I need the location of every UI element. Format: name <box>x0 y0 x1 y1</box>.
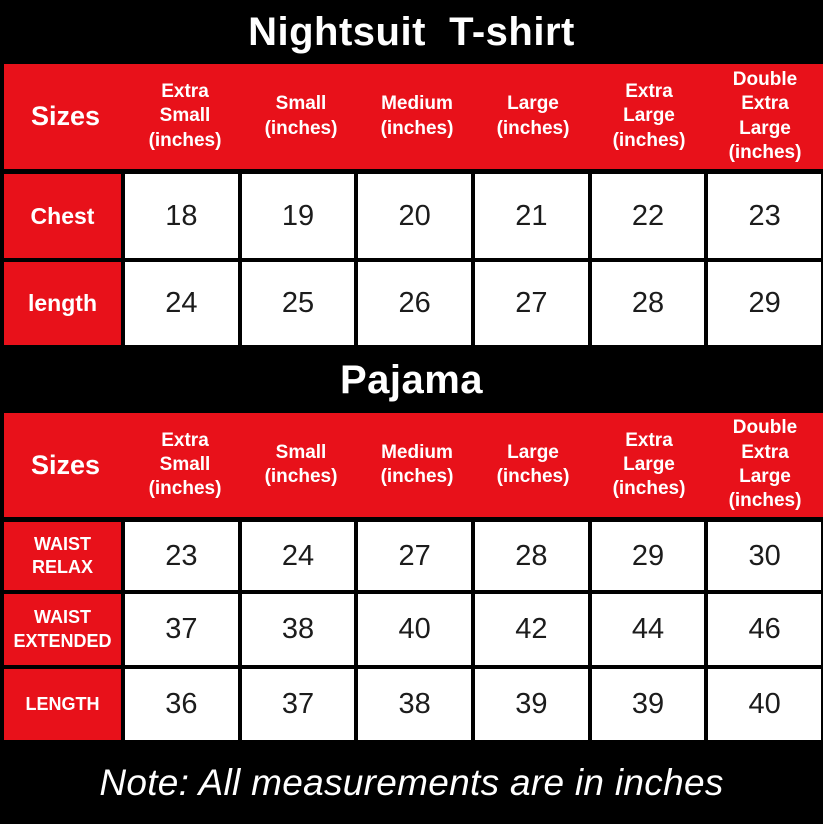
waist-relax-double-extra-large-value: 30 <box>706 520 823 592</box>
waist-extended-large-value: 42 <box>473 592 590 667</box>
length-row-label: length <box>0 260 123 347</box>
pajama-col-extra-large: Extra Large (inches) <box>612 429 686 500</box>
length-extra-small-value: 24 <box>123 260 240 347</box>
waist-relax-medium-value: 27 <box>356 520 473 592</box>
waist-extended-extra-large-value: 44 <box>590 592 707 667</box>
waist-extended-small-value: 38 <box>240 592 357 667</box>
tshirt-col-small: Small (inches) <box>264 93 338 139</box>
waist-relax-row-label: WAIST RELAX <box>0 520 123 592</box>
waist-relax-small-value: 24 <box>240 520 357 592</box>
pajama-length-double-extra-large-value: 40 <box>706 667 823 742</box>
waist-relax-extra-small-value: 23 <box>123 520 240 592</box>
chest-small-value: 19 <box>240 172 357 260</box>
pajama-row-length <box>0 667 823 742</box>
pajama-length-extra-large-value: 39 <box>590 667 707 742</box>
chest-double-extra-large-value: 23 <box>706 172 823 260</box>
pajama-col-small: Small (inches) <box>264 441 338 487</box>
length-medium-value: 26 <box>356 260 473 347</box>
tshirt-col-extra-large: Extra Large (inches) <box>612 81 686 151</box>
pajama-length-extra-small-value: 36 <box>123 667 240 742</box>
chest-extra-large-value: 22 <box>590 172 707 260</box>
chest-extra-small-value: 18 <box>123 172 240 260</box>
pajama-length-small-value: 37 <box>240 667 357 742</box>
tshirt-col-large: Large (inches) <box>496 93 570 139</box>
tshirt-col-double-extra-large: Double Extra Large (inches) <box>728 68 802 163</box>
chest-row-label: Chest <box>0 172 123 260</box>
chest-large-value: 21 <box>473 172 590 260</box>
pajama-section-header <box>0 347 823 413</box>
waist-relax-extra-large-value: 29 <box>590 520 707 592</box>
length-double-extra-large-value: 29 <box>706 260 823 347</box>
tshirt-section-header <box>0 0 823 64</box>
waist-relax-large-value: 28 <box>473 520 590 592</box>
waist-extended-medium-value: 40 <box>356 592 473 667</box>
tshirt-row-chest <box>0 172 823 260</box>
pajama-title: Pajama <box>339 357 484 402</box>
length-small-value: 25 <box>240 260 357 347</box>
pajama-sizes-label: Sizes <box>30 449 101 480</box>
pajama-length-row-label: LENGTH <box>0 667 123 742</box>
tshirt-row-length <box>0 260 823 347</box>
pajama-row-waist-relax <box>0 520 823 592</box>
pajama-col-large: Large (inches) <box>496 441 570 487</box>
waist-extended-row-label: WAIST EXTENDED <box>0 592 123 667</box>
pajama-length-large-value: 39 <box>473 667 590 742</box>
pajama-col-extra-small: Extra Small (inches) <box>148 429 222 500</box>
tshirt-sizes-label: Sizes <box>30 101 101 131</box>
waist-extended-double-extra-large-value: 46 <box>706 592 823 667</box>
pajama-col-double-extra-large: Double Extra Large (inches) <box>728 417 802 512</box>
length-extra-large-value: 28 <box>590 260 707 347</box>
note-bar <box>0 742 823 824</box>
length-large-value: 27 <box>473 260 590 347</box>
pajama-table-header-row <box>0 413 823 520</box>
pajama-col-medium: Medium (inches) <box>380 441 454 487</box>
pajama-length-medium-value: 38 <box>356 667 473 742</box>
chest-medium-value: 20 <box>356 172 473 260</box>
tshirt-title: Nightsuit T-shirt <box>248 9 575 54</box>
pajama-row-waist-extended <box>0 592 823 667</box>
note-text: Note: All measurements are in inches <box>99 762 724 803</box>
tshirt-table-header-row <box>0 64 823 172</box>
tshirt-col-extra-small: Extra Small (inches) <box>148 81 222 151</box>
tshirt-col-medium: Medium (inches) <box>380 93 454 139</box>
waist-extended-extra-small-value: 37 <box>123 592 240 667</box>
